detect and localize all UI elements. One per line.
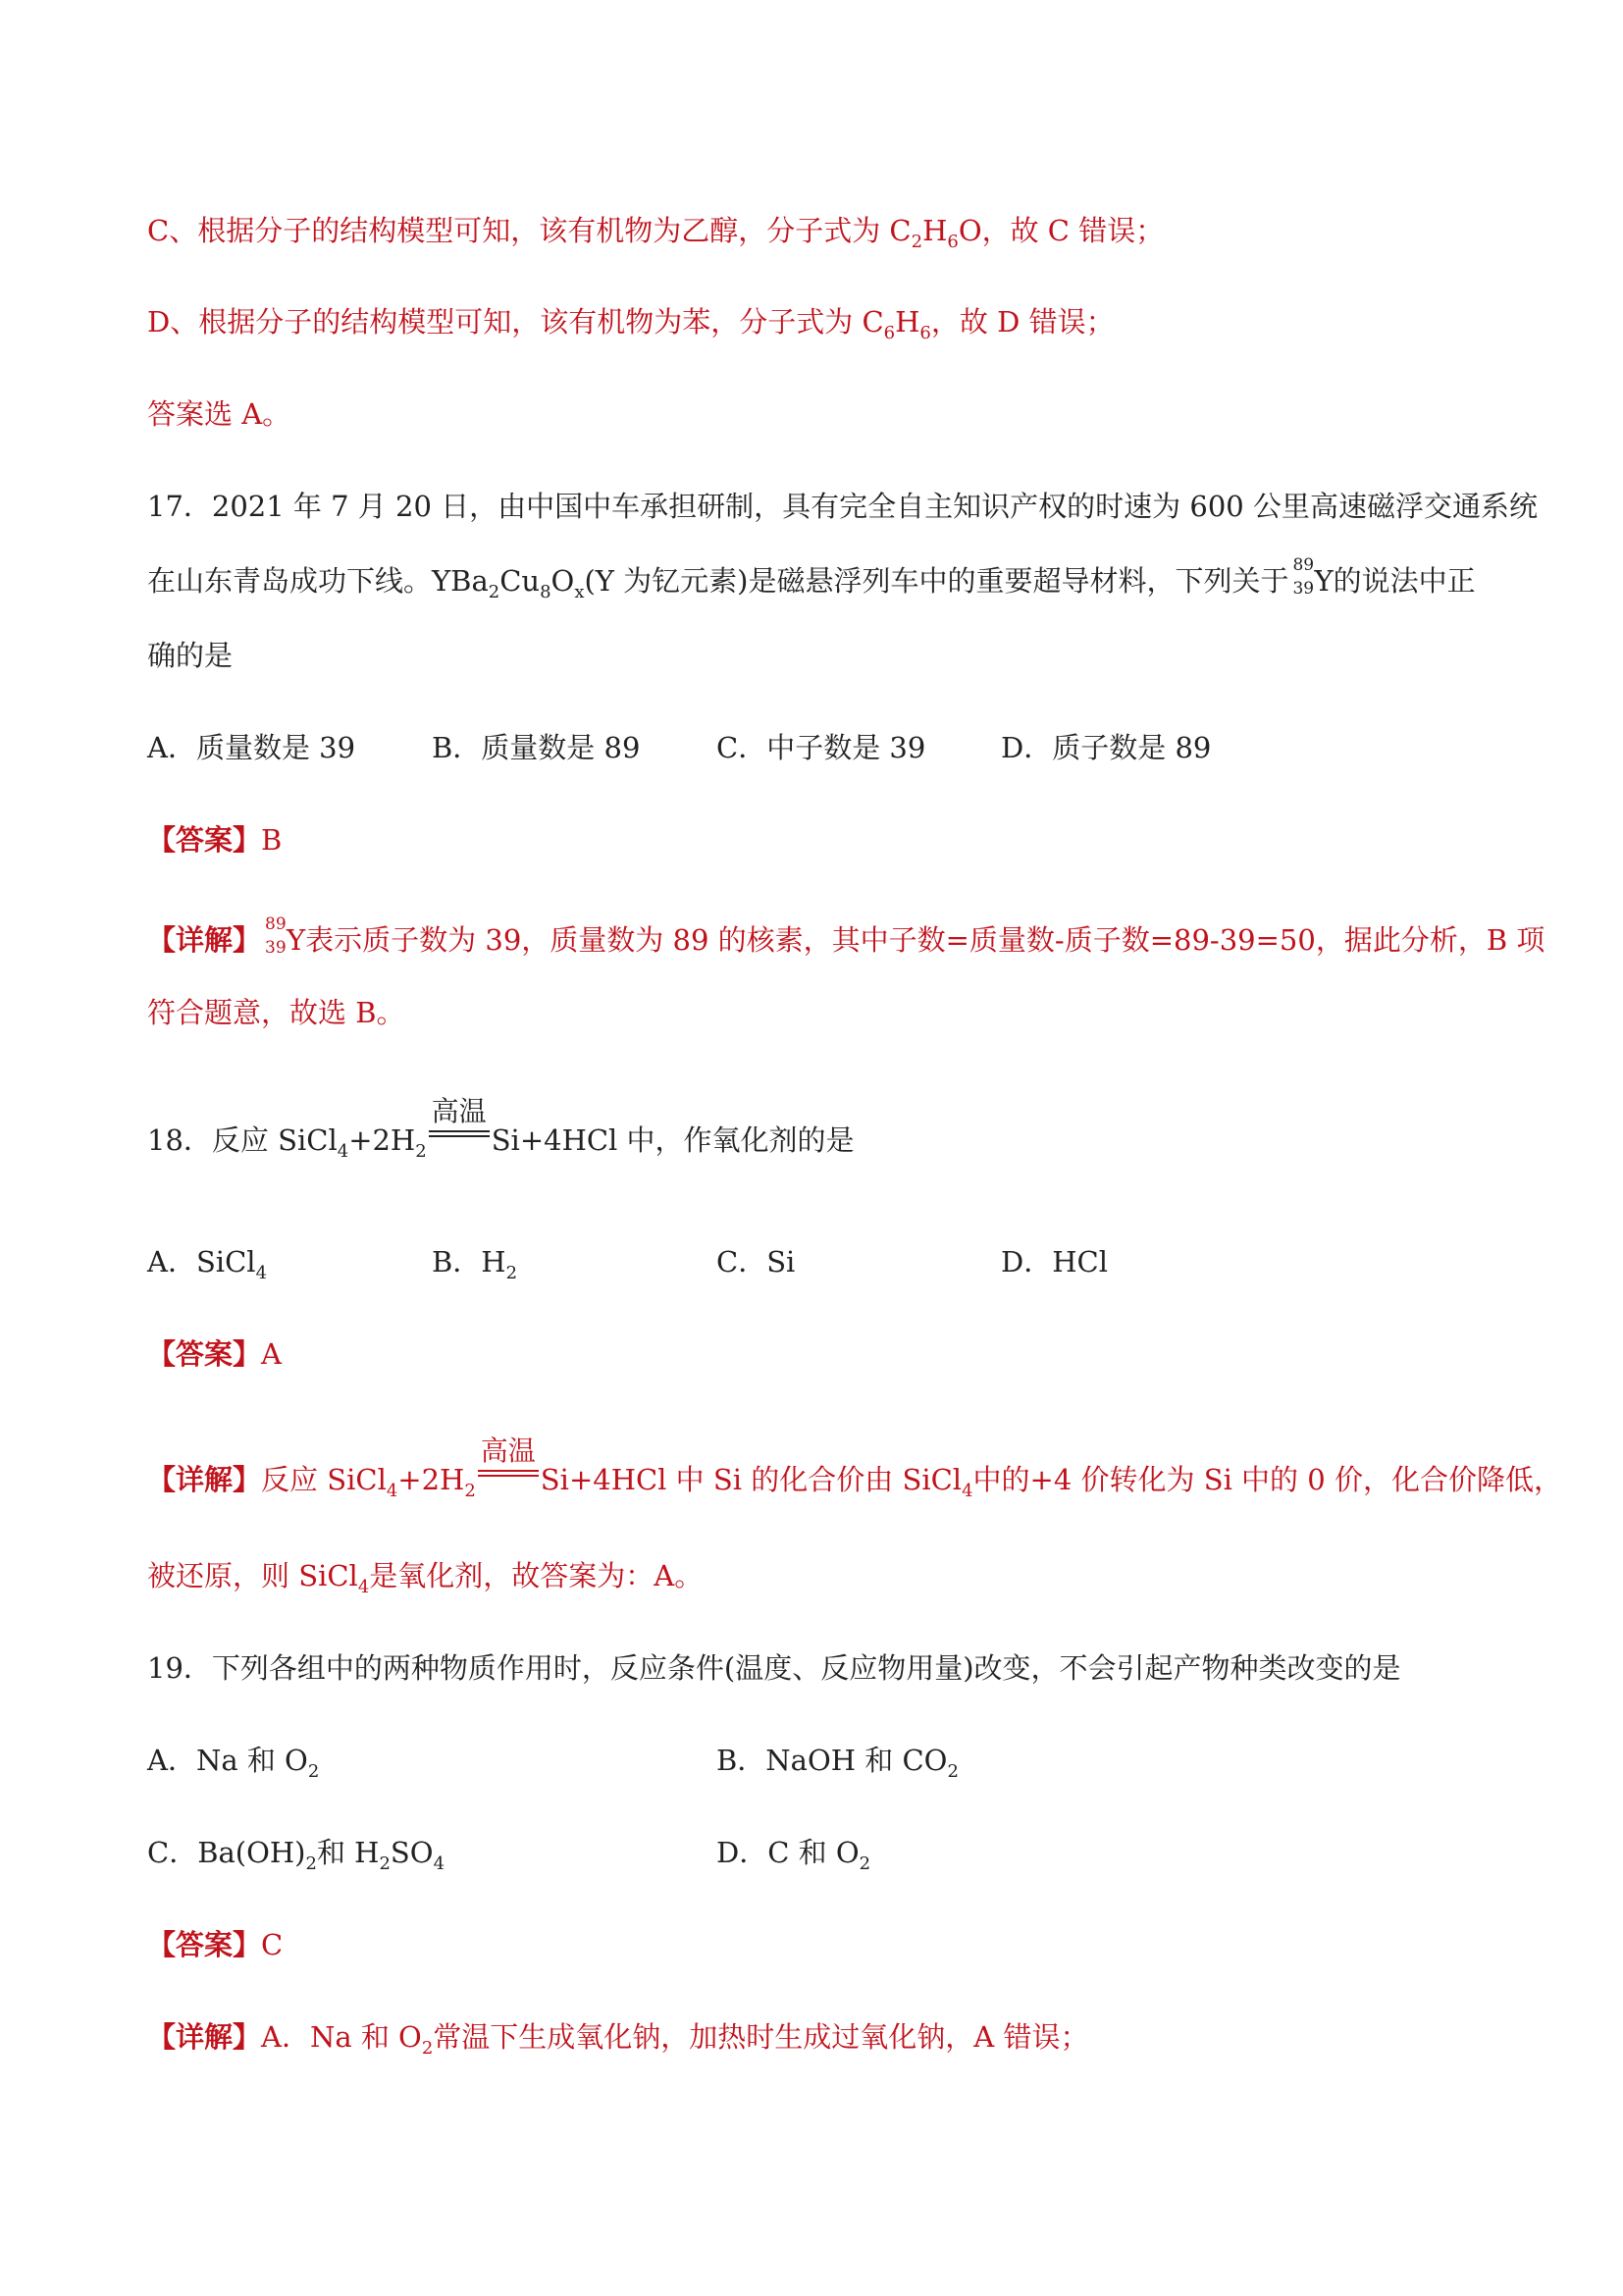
q18-detail-line-2: 被还原，则 SiCl$_4$是氧化剂，故答案为：A。 (147, 1559, 704, 1597)
q18-option-b: B．$H_2$ (432, 1245, 518, 1283)
q18-option-a: A．SiCl$_4$ (147, 1245, 268, 1283)
q17-answer: 【答案】B (147, 823, 283, 857)
isotope-notation: 89 39 (265, 914, 287, 958)
equilibrium-sign: 高温 (429, 1122, 490, 1152)
q19-option-c: C．$Ba(OH)_2$和 $H_2SO_4$ (147, 1836, 445, 1874)
q17-option-b: B．质量数是 89 (432, 731, 641, 764)
q19-option-a: A．Na 和 $O_2$ (147, 1744, 320, 1782)
q17-option-a: A．质量数是 39 (147, 731, 356, 764)
q17-detail-line-2: 符合题意，故选 B。 (147, 996, 405, 1029)
q17-option-d: D．质子数是 89 (1001, 731, 1212, 764)
q19-answer: 【答案】C (147, 1928, 284, 1961)
detail-tag: 【详解】 (147, 1463, 262, 1496)
detail-tag: 【详解】 (147, 923, 262, 957)
isotope-notation: 89 39 (1292, 555, 1315, 599)
q18-option-c: C．Si (716, 1245, 796, 1278)
q17-detail-line-1: 【详解】 89 39 Y表示质子数为 39，质量数为 89 的核素，其中子数=质量数-质子数=89-39=50，据此分析，B 项 (147, 914, 1545, 958)
q16-option-d-explanation: D、根据分子的结构模型可知，该有机物为苯，分子式为 $C_6H_6$，故 D 错误； (147, 305, 1115, 343)
q19-option-d: D．C 和 $O_2$ (716, 1836, 871, 1874)
q19-stem: 19．下列各组中的两种物质作用时，反应条件(温度、反应物用量)改变，不会引起产物种类改变的是 (147, 1651, 1401, 1685)
answer-tag: 【答案】 (147, 1928, 262, 1961)
q17-stem-line-3: 确的是 (147, 639, 234, 672)
q16-conclusion: 答案选 A。 (147, 397, 291, 431)
q17-stem-line-2: 在山东青岛成功下线。$YBa_2Cu_8O_x(Y$ 为钇元素)是磁悬浮列车中的重要超导材料，下列关于 89 39 Y的说法中正 (147, 555, 1476, 602)
q16-option-c-explanation: C、根据分子的结构模型可知，该有机物为乙醇，分子式为 $C_2H_6O$，故 C 错误； (147, 214, 1165, 252)
q19-detail-line-1: 【详解】A．Na 和 $O_2$常温下生成氧化钠，加热时生成过氧化钠，A 错误； (147, 2020, 1089, 2059)
q19-option-b: B．NaOH 和 $CO_2$ (716, 1744, 959, 1782)
q18-stem: 18．反应 $SiCl_4+2H_2$ 高温 Si+4HCl 中，作氧化剂的是 (147, 1095, 855, 1162)
detail-tag: 【详解】 (147, 2020, 262, 2054)
q17-stem-line-1: 17．2021 年 7 月 20 日，由中国中车承担研制，具有完全自主知识产权的时速为 600 公里高速磁浮交通系统 (147, 490, 1538, 523)
answer-tag: 【答案】 (147, 823, 262, 857)
q18-option-d: D．HCl (1001, 1245, 1109, 1278)
answer-tag: 【答案】 (147, 1337, 262, 1371)
q18-answer: 【答案】A (147, 1337, 282, 1371)
equilibrium-sign: 高温 (478, 1462, 539, 1491)
q17-option-c: C．中子数是 39 (716, 731, 926, 764)
q18-detail-line-1: 【详解】反应 $SiCl_4+2H_2$ 高温 Si+4HCl 中 Si 的化合价由 SiCl$_4$中的+4 价转化为 Si 中的 0 价，化合价降低， (147, 1435, 1562, 1501)
